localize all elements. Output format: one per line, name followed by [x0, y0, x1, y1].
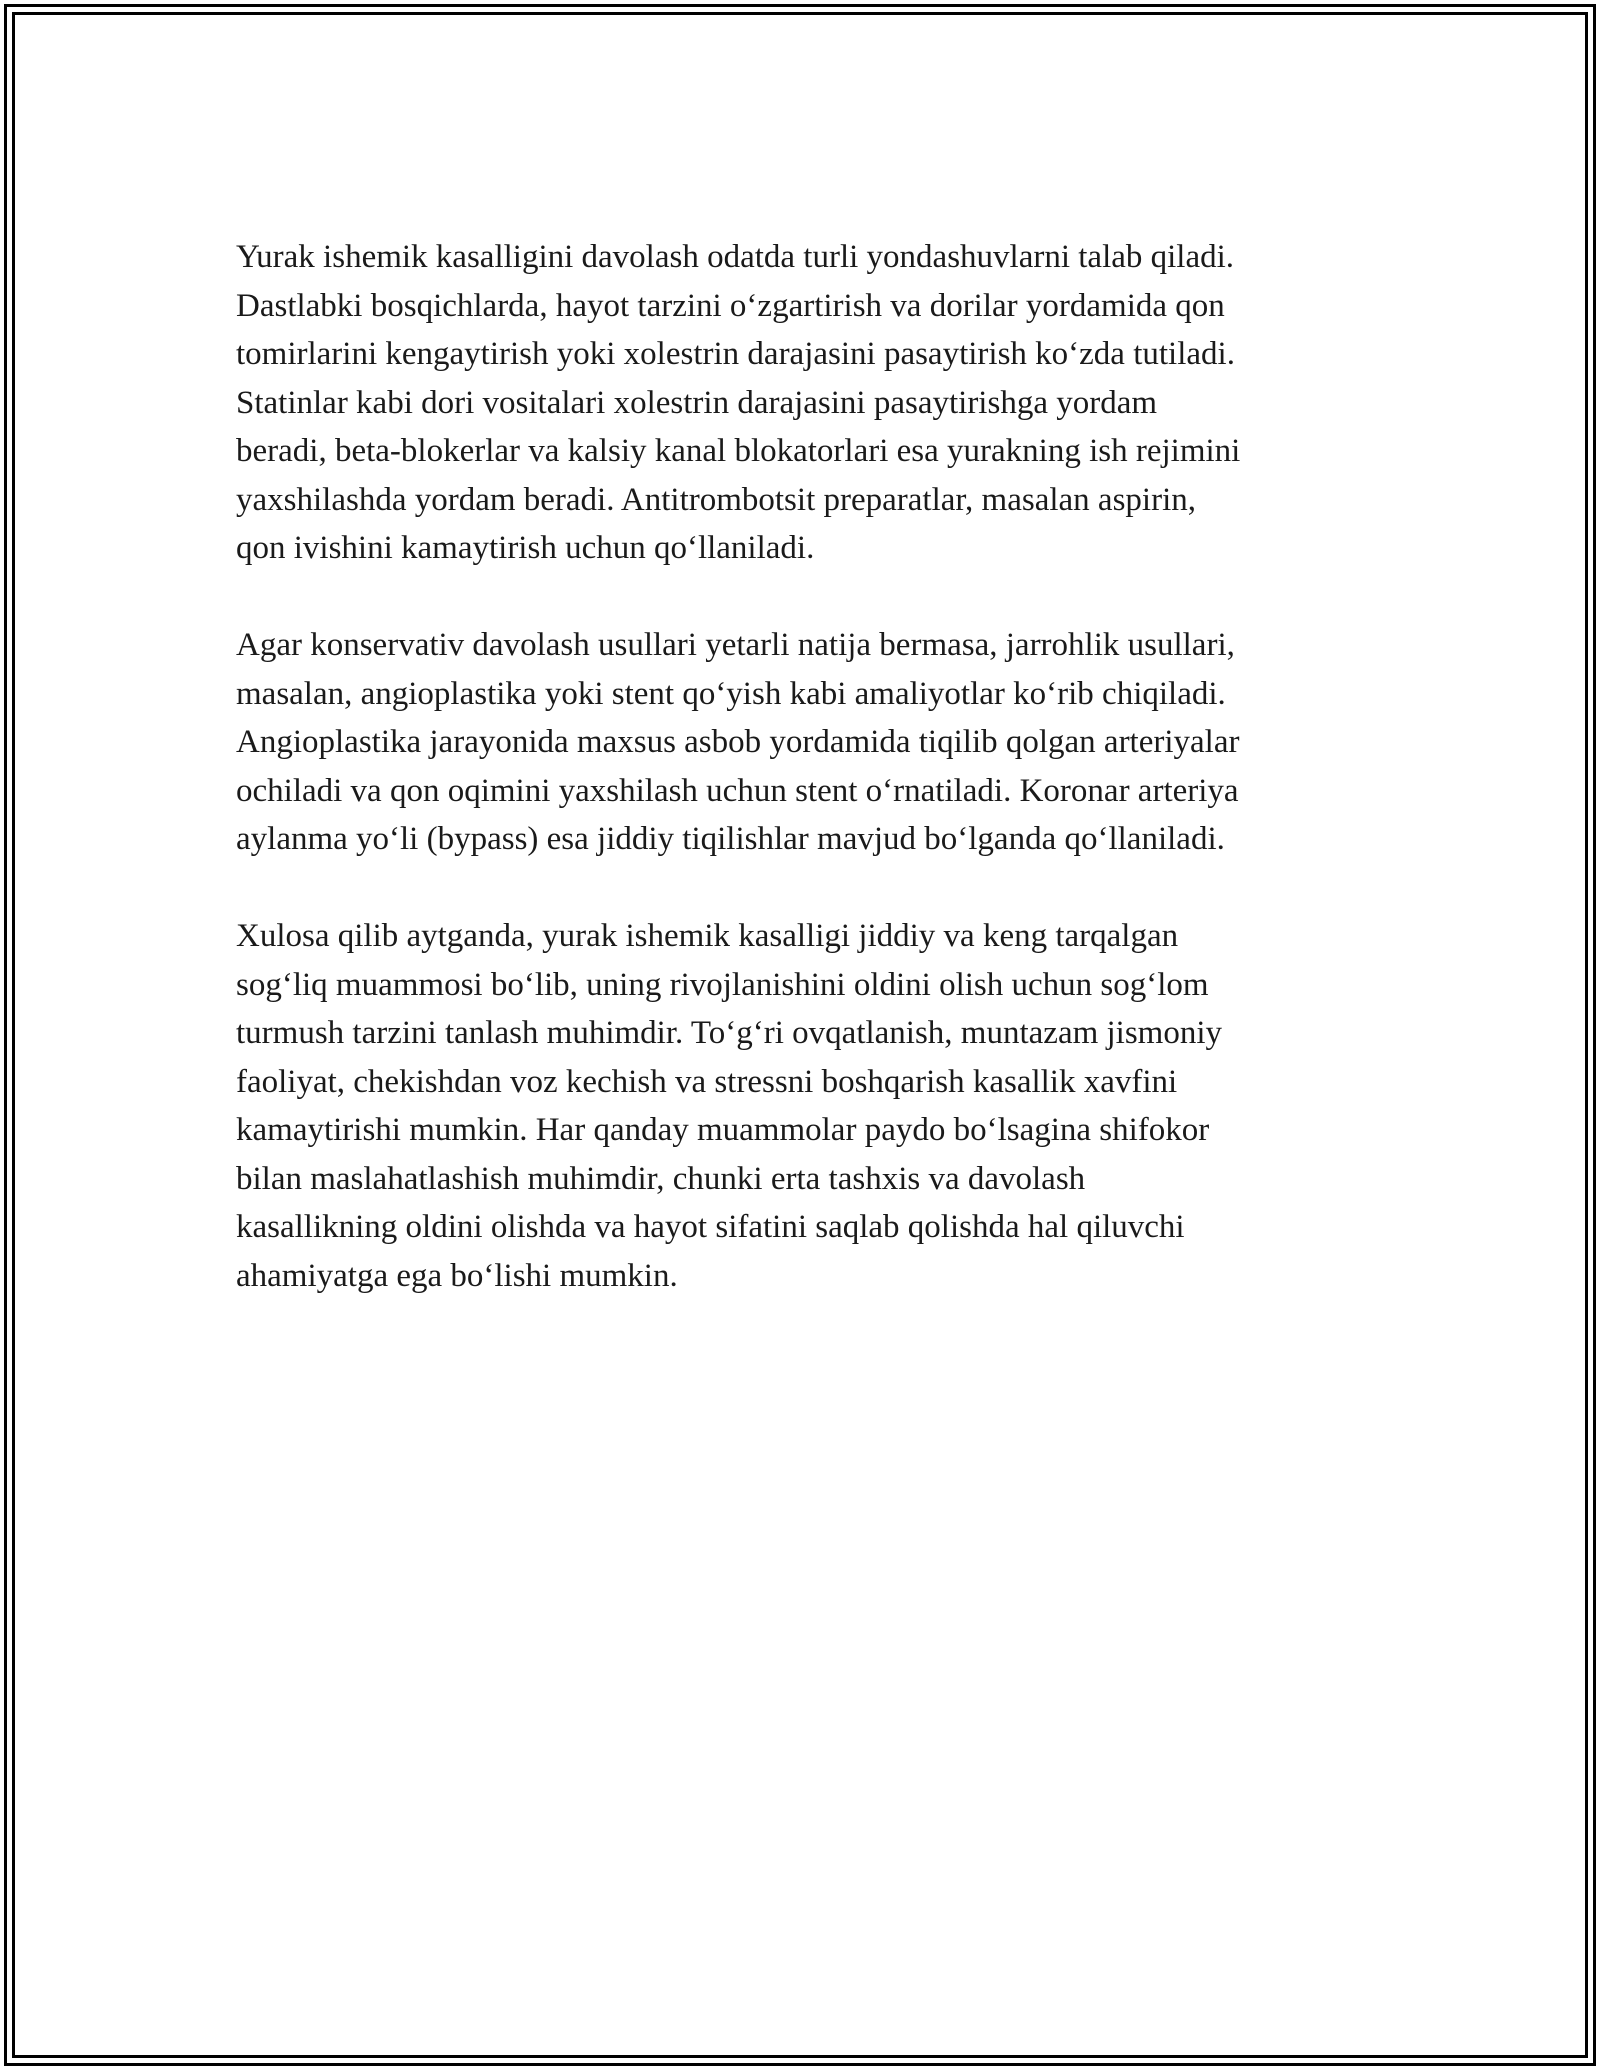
text-line: yaxshilashda yordam beradi. Antitrombotsit preparatlar, masalan aspirin, — [236, 481, 1196, 518]
text-line: Statinlar kabi dori vositalari xolestrin darajasini pasaytirishga yordam — [236, 384, 1158, 421]
text-line: ahamiyatga ega bo‘lishi mumkin. — [236, 1257, 678, 1294]
text-line: Agar konservativ davolash usullari yetarli natija bermasa, jarrohlik usullari, — [236, 627, 1235, 663]
paragraph-conclusion — [236, 912, 1386, 1300]
text-line: Yurak ishemik kasalligini davolash odatda turli yondashuvlarni talab qiladi. — [236, 239, 1235, 275]
text-line: bilan maslahatlashish muhimdir, chunki erta tashxis va davolash — [236, 1160, 1086, 1197]
text-line: faoliyat, chekishdan voz kechish va stressni boshqarish kasallik xavfini — [236, 1063, 1178, 1100]
text-line: Dastlabki bosqichlarda, hayot tarzini o‘zgartirish va dorilar yordamida qon — [236, 287, 1225, 324]
paragraph-treatment-approaches — [236, 233, 1386, 573]
text-line: masalan, angioplastika yoki stent qo‘yish kabi amaliyotlar ko‘rib chiqiladi. — [236, 675, 1226, 712]
text-line: Xulosa qilib aytganda, yurak ishemik kasalligi jiddiy va keng tarqalgan — [236, 918, 1179, 954]
text-line: tomirlarini kengaytirish yoki xolestrin darajasini pasaytirish ko‘zda tutiladi. — [236, 336, 1235, 372]
text-line: kasallikning oldini olishda va hayot sifatini saqlab qolishda hal qiluvchi — [236, 1209, 1185, 1245]
text-line: sog‘liq muammosi bo‘lib, uning rivojlanishini oldini olish uchun sog‘lom — [236, 966, 1209, 1003]
text-line: aylanma yo‘li (bypass) esa jiddiy tiqilishlar mavjud bo‘lganda qo‘llaniladi. — [236, 821, 1225, 857]
document-body — [236, 233, 1386, 1349]
text-line: qon ivishini kamaytirish uchun qo‘llaniladi. — [236, 530, 815, 566]
text-line: turmush tarzini tanlash muhimdir. To‘g‘ri ovqatlanish, muntazam jismoniy — [236, 1015, 1223, 1051]
paragraph-surgical-methods — [236, 621, 1386, 864]
text-line: ochiladi va qon oqimini yaxshilash uchun stent o‘rnatiladi. Koronar arteriya — [236, 772, 1239, 809]
text-line: Angioplastika jarayonida maxsus asbob yordamida tiqilib qolgan arteriyalar — [236, 724, 1240, 760]
text-line: kamaytirishi mumkin. Har qanday muammolar paydo bo‘lsagina shifokor — [236, 1112, 1210, 1148]
text-line: beradi, beta-blokerlar va kalsiy kanal blokatorlari esa yurakning ish rejimini — [236, 433, 1241, 469]
